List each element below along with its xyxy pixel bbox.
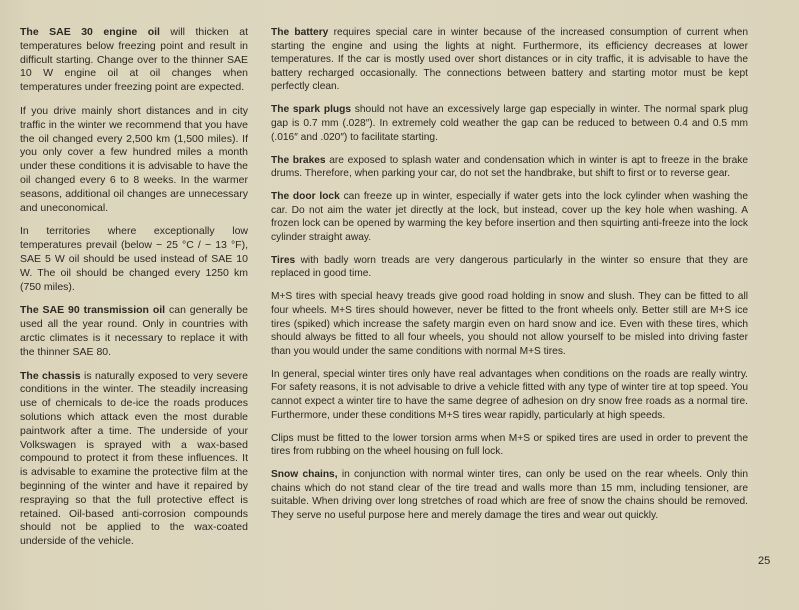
term-chassis: The chassis <box>20 369 81 382</box>
text-engine-oil: will thicken at temperatures below freezing point and result in difficult starting. Change over to the thinner SAE 10 W engine oil at oil changes when temperatures under freezing point are expected. <box>20 26 248 94</box>
term-tires: Tires <box>271 254 296 266</box>
text-tires: with badly worn treads are very dangerous particularly in the winter so ensure that they are replaced in good time. <box>271 254 748 280</box>
paragraph-engine-oil <box>20 26 248 95</box>
paragraph-battery <box>271 26 748 94</box>
text-short-distances: If you drive mainly short distances and in city traffic in the winter we recommend that you have the oil changed every 2,500 km (1,500 miles). If you only cover a few hundred miles a month under these conditions it is advisable to have the oil changed every 6 to 8 weeks. In the warmer seasons, additional oil changes are unnecessary and uneconomical. <box>20 104 248 214</box>
paragraph-transmission-oil <box>20 304 248 359</box>
text-transmission-oil: can generally be used all the year round. Only in countries with arctic climates is it necessary to replace it with the thinner SAE 80. <box>20 304 248 358</box>
term-transmission-oil: The SAE 90 transmission oil <box>20 304 166 317</box>
paragraph-snow-chains <box>271 468 748 522</box>
paragraph-winter-tires <box>271 368 748 422</box>
term-engine-oil: The SAE 30 engine oil <box>20 26 160 38</box>
term-battery: The battery <box>271 27 329 38</box>
text-clips: Clips must be fitted to the lower torsion arms when M+S or spiked tires are used in order to prevent the tires from rubbing on the wheel housing on full lock. <box>271 432 748 458</box>
left-column <box>20 26 248 559</box>
paragraph-spark-plugs <box>271 103 748 144</box>
paragraph-door-lock <box>271 190 748 244</box>
term-spark-plugs: The spark plugs <box>271 104 352 116</box>
term-snow-chains: Snow chains, <box>271 469 338 481</box>
text-snow-chains: in conjunction with normal winter tires, can only be used on the rear wheels. Only thin chains which do not stand clear of the tire tread and walls more than 15 mm, including tensioner, are suitable. When driving over long stretches of road which are free of snow the chains should be removed. They serve no useful purpose here and merely damage the tires and wear out quickly. <box>271 469 748 521</box>
text-brakes: are exposed to splash water and condensation which in winter is apt to freeze in the brake drums. Therefore, when parking your car, do not set the handbrake, but shift to first or to reverse gear. <box>271 154 748 180</box>
text-spark-plugs: should not have an excessively large gap especially in winter. The normal spark plug gap is 0.7 mm (.028″). In extremely cold weather the gap can be reduced to between 0.4 and 0.5 mm (.016″ and .020″) to facilitate starting. <box>271 104 748 143</box>
text-battery: requires special care in winter because of the increased consumption of current when starting the engine and using the lights at night. Furthermore, its efficiency decreases at lower temperatures. If the car is mostly used over short distances or in city traffic, it is advisable to have the battery recharged occasionally. The connections between battery and starting motor must be kept perfectly clean. <box>271 27 748 93</box>
page-number: 25 <box>758 555 771 567</box>
text-low-temperatures: In territories where exceptionally low temperatures prevail (below − 25 °C / − 13 °F), SAE 5 W oil should be used instead of SAE 10 W. The oil should be changed every 1250 km (750 miles). <box>20 225 248 293</box>
paragraph-short-distances <box>20 105 248 215</box>
paragraph-tires <box>271 254 748 281</box>
paragraph-chassis <box>20 370 248 549</box>
paragraph-low-temperatures <box>20 225 248 294</box>
text-door-lock: can freeze up in winter, especially if water gets into the lock cylinder when washing the car. Do not aim the water jet directly at the lock, but instead, cover up the key hole when washing. A frozen lock can be opened by warming the key before insertion and then squirting anti-freeze into the lock cylinder straight away. <box>271 191 748 243</box>
text-chassis: is naturally exposed to very severe conditions in the winter. The steadily increasing use of chemicals to de-ice the roads produces solutions which attack even the most durable paintwork after a time. The underside of your Volkswagen is sprayed with a wax-based compound to protect it from these influences. It is advisable to examine the protective film at the beginning of the winter and have it repaired by respraying so that the full protective effect is retained. Oil-based anti-corrosion compounds should not be applied to the wax-coated underside of the vehicle. <box>20 369 248 548</box>
right-column <box>271 26 748 532</box>
text-winter-tires: In general, special winter tires only have real advantages when conditions on the roads are really wintry. For safety reasons, it is not advisable to drive a vehicle fitted with any type of winter tire at top speed. You cannot expect a winter tire to have the same degree of adhesion on dry snow free roads as a normal tire. Furthermore, under these conditions M+S tires wear rapidly, particularly at high speeds. <box>271 368 748 421</box>
term-brakes: The brakes <box>271 154 326 166</box>
paragraph-clips <box>271 432 748 459</box>
term-door-lock: The door lock <box>271 191 340 203</box>
paragraph-ms-tires <box>271 290 748 358</box>
text-ms-tires: M+S tires with special heavy treads give good road holding in snow and slush. They can be fitted to all four wheels. M+S tires should however, never be fitted to the front wheels only. Better still are M+S ice tires (spiked) which increase the safety margin even on hard snow and ice. Even with these tires, which should always be fitted to all four wheels, you should not allow yourself to be misled into driving faster than you would under the same conditions with normal M+S tires. <box>271 291 748 357</box>
paragraph-brakes <box>271 154 748 181</box>
